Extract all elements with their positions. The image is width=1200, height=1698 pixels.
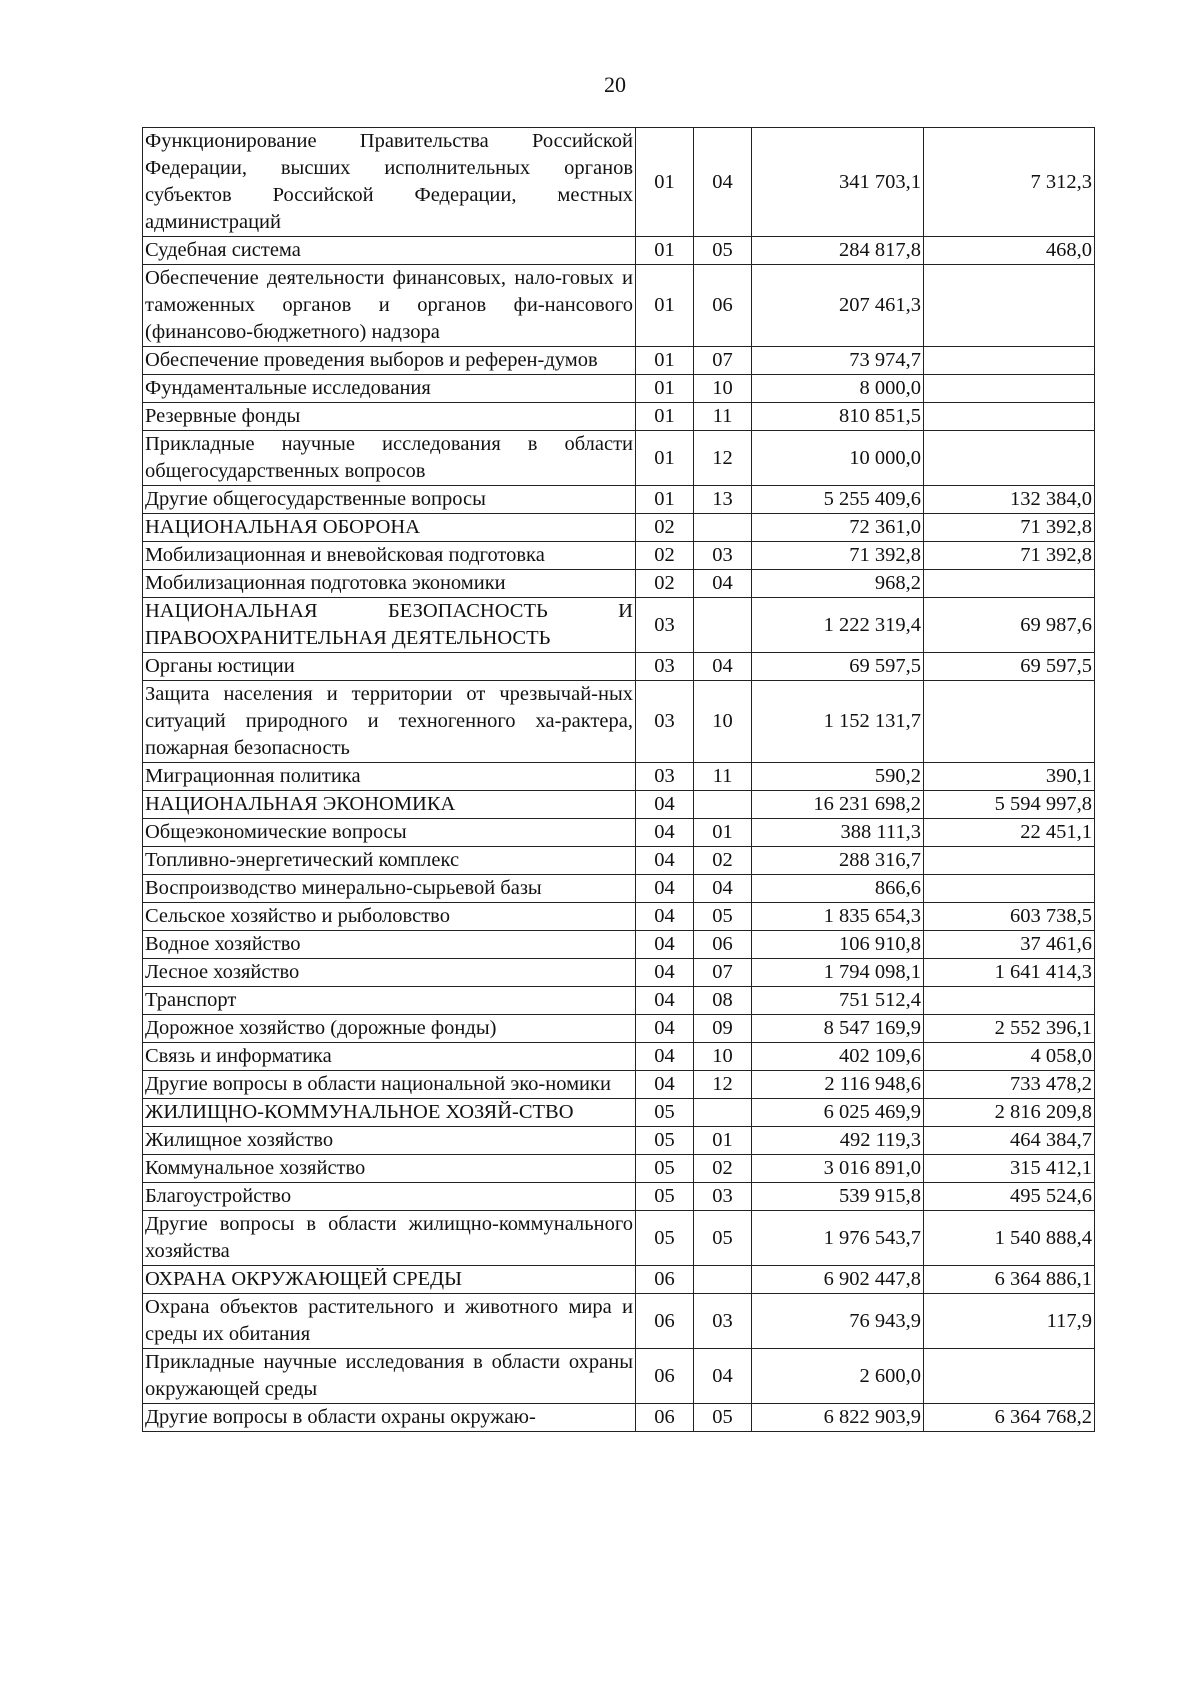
item-name: Судебная система [143,237,636,265]
table-row [143,237,1095,265]
amount-cell: 6 822 903,9 [752,1404,924,1432]
section-code: 02 [636,514,694,542]
section-code: 01 [636,128,694,237]
item-name: Связь и информатика [143,1043,636,1071]
section-code: 05 [636,1127,694,1155]
subsection-code: 04 [694,570,752,598]
item-name: Топливно-энергетический комплекс [143,847,636,875]
amount-cell: 590,2 [752,763,924,791]
amount-cell: 8 547 169,9 [752,1015,924,1043]
item-name: Прикладные научные исследования в области общегосударственных вопросов [143,431,636,486]
subvention-amount-cell: 6 364 886,1 [924,1266,1095,1294]
table-row [143,681,1095,763]
subsection-code: 03 [694,1294,752,1349]
amount-cell: 866,6 [752,875,924,903]
item-name: ЖИЛИЩНО-КОММУНАЛЬНОЕ ХОЗЯЙ-СТВО [143,1099,636,1127]
subvention-amount-cell [924,347,1095,375]
amount-cell: 2 600,0 [752,1349,924,1404]
table-row [143,265,1095,347]
subvention-amount-cell [924,265,1095,347]
subsection-code: 02 [694,847,752,875]
table-row [143,1183,1095,1211]
subvention-amount-cell: 69 987,6 [924,598,1095,653]
subvention-amount-cell [924,431,1095,486]
amount-cell: 207 461,3 [752,265,924,347]
subsection-code: 05 [694,1211,752,1266]
item-name: Общеэкономические вопросы [143,819,636,847]
item-name: Сельское хозяйство и рыболовство [143,903,636,931]
item-name: Мобилизационная и вневойсковая подготовка [143,542,636,570]
item-name: Функционирование Правительства Российской Федерации, высших исполнительных органов субъектов Российской Федерации, местных администраций [143,128,636,237]
amount-cell: 76 943,9 [752,1294,924,1349]
section-code: 06 [636,1404,694,1432]
subvention-amount-cell: 7 312,3 [924,128,1095,237]
section-code: 04 [636,1043,694,1071]
subsection-code: 03 [694,542,752,570]
subvention-amount-cell: 1 641 414,3 [924,959,1095,987]
subvention-amount-cell: 468,0 [924,237,1095,265]
table-row [143,1099,1095,1127]
item-name: Обеспечение проведения выборов и референ-думов [143,347,636,375]
subvention-amount-cell [924,987,1095,1015]
subsection-code: 05 [694,903,752,931]
amount-cell: 71 392,8 [752,542,924,570]
subsection-code: 09 [694,1015,752,1043]
amount-cell: 6 902 447,8 [752,1266,924,1294]
subsection-code: 13 [694,486,752,514]
amount-cell: 341 703,1 [752,128,924,237]
subsection-code: 07 [694,347,752,375]
table-row [143,763,1095,791]
subsection-code: 10 [694,375,752,403]
subsection-code [694,514,752,542]
table-row [143,903,1095,931]
subsection-code: 04 [694,875,752,903]
item-name: Защита населения и территории от чрезвычай-ных ситуаций природного и техногенного ха-рактера, пожарная безопасность [143,681,636,763]
amount-cell: 1 794 098,1 [752,959,924,987]
table-row [143,847,1095,875]
subsection-code: 06 [694,265,752,347]
item-name: Органы юстиции [143,653,636,681]
subvention-amount-cell [924,875,1095,903]
amount-cell: 751 512,4 [752,987,924,1015]
item-name: Дорожное хозяйство (дорожные фонды) [143,1015,636,1043]
subsection-code: 12 [694,431,752,486]
item-name: Другие вопросы в области жилищно-коммунального хозяйства [143,1211,636,1266]
subvention-amount-cell: 4 058,0 [924,1043,1095,1071]
amount-cell: 1 152 131,7 [752,681,924,763]
subvention-amount-cell: 2 552 396,1 [924,1015,1095,1043]
page-number: 20 [604,72,626,97]
subvention-amount-cell: 733 478,2 [924,1071,1095,1099]
subvention-amount-cell [924,1349,1095,1404]
subvention-amount-cell: 603 738,5 [924,903,1095,931]
section-code: 04 [636,959,694,987]
section-code: 01 [636,375,694,403]
subsection-code: 06 [694,931,752,959]
subvention-amount-cell: 69 597,5 [924,653,1095,681]
subsection-code: 02 [694,1155,752,1183]
item-name: Фундаментальные исследования [143,375,636,403]
item-name: Другие общегосударственные вопросы [143,486,636,514]
table-row [143,791,1095,819]
amount-cell: 8 000,0 [752,375,924,403]
amount-cell: 106 910,8 [752,931,924,959]
item-name: Другие вопросы в области охраны окружаю- [143,1404,636,1432]
item-name: Обеспечение деятельности финансовых, нало-говых и таможенных органов и органов фи-нансового (финансово-бюджетного) надзора [143,265,636,347]
section-code: 04 [636,875,694,903]
table-row [143,514,1095,542]
subvention-amount-cell: 495 524,6 [924,1183,1095,1211]
table-row [143,486,1095,514]
table-row [143,542,1095,570]
subsection-code: 11 [694,763,752,791]
item-name: НАЦИОНАЛЬНАЯ ОБОРОНА [143,514,636,542]
table-row [143,1127,1095,1155]
item-name: Прикладные научные исследования в области охраны окружающей среды [143,1349,636,1404]
subsection-code: 10 [694,681,752,763]
section-code: 01 [636,403,694,431]
subsection-code: 11 [694,403,752,431]
table-row [143,653,1095,681]
subvention-amount-cell [924,681,1095,763]
table-row [143,598,1095,653]
amount-cell: 284 817,8 [752,237,924,265]
table-row [143,1155,1095,1183]
subvention-amount-cell: 71 392,8 [924,542,1095,570]
amount-cell: 6 025 469,9 [752,1099,924,1127]
section-code: 04 [636,847,694,875]
subsection-code: 08 [694,987,752,1015]
item-name: Благоустройство [143,1183,636,1211]
table-row [143,128,1095,237]
section-code: 06 [636,1349,694,1404]
table-row [143,570,1095,598]
section-code: 01 [636,237,694,265]
amount-cell: 69 597,5 [752,653,924,681]
section-code: 04 [636,819,694,847]
item-name: Резервные фонды [143,403,636,431]
subvention-amount-cell [924,570,1095,598]
section-code: 05 [636,1183,694,1211]
section-code: 03 [636,681,694,763]
subvention-amount-cell: 464 384,7 [924,1127,1095,1155]
section-code: 02 [636,570,694,598]
amount-cell: 10 000,0 [752,431,924,486]
subvention-amount-cell [924,403,1095,431]
table-row [143,1404,1095,1432]
section-code: 04 [636,903,694,931]
section-code: 03 [636,653,694,681]
section-code: 04 [636,931,694,959]
amount-cell: 2 116 948,6 [752,1071,924,1099]
subvention-amount-cell: 315 412,1 [924,1155,1095,1183]
table-row [143,1071,1095,1099]
amount-cell: 492 119,3 [752,1127,924,1155]
subsection-code: 12 [694,1071,752,1099]
subsection-code: 05 [694,1404,752,1432]
subsection-code [694,1266,752,1294]
table-row [143,987,1095,1015]
item-name: Жилищное хозяйство [143,1127,636,1155]
item-name: НАЦИОНАЛЬНАЯ БЕЗОПАСНОСТЬ И ПРАВООХРАНИТЕЛЬНАЯ ДЕЯТЕЛЬНОСТЬ [143,598,636,653]
section-code: 03 [636,598,694,653]
section-code: 01 [636,486,694,514]
subsection-code: 04 [694,128,752,237]
amount-cell: 5 255 409,6 [752,486,924,514]
subsection-code: 01 [694,819,752,847]
amount-cell: 539 915,8 [752,1183,924,1211]
section-code: 01 [636,431,694,486]
table-row [143,431,1095,486]
subvention-amount-cell: 2 816 209,8 [924,1099,1095,1127]
subvention-amount-cell: 6 364 768,2 [924,1404,1095,1432]
table-row [143,347,1095,375]
subsection-code: 01 [694,1127,752,1155]
amount-cell: 72 361,0 [752,514,924,542]
table-row [143,403,1095,431]
amount-cell: 402 109,6 [752,1043,924,1071]
amount-cell: 288 316,7 [752,847,924,875]
subsection-code [694,1099,752,1127]
item-name: Лесное хозяйство [143,959,636,987]
item-name: ОХРАНА ОКРУЖАЮЩЕЙ СРЕДЫ [143,1266,636,1294]
subvention-amount-cell: 132 384,0 [924,486,1095,514]
subvention-amount-cell: 390,1 [924,763,1095,791]
table-row [143,1294,1095,1349]
subsection-code: 05 [694,237,752,265]
subsection-code: 10 [694,1043,752,1071]
amount-cell: 1 835 654,3 [752,903,924,931]
section-code: 05 [636,1099,694,1127]
section-code: 04 [636,1071,694,1099]
item-name: Мобилизационная подготовка экономики [143,570,636,598]
subsection-code: 07 [694,959,752,987]
section-code: 06 [636,1294,694,1349]
table-row [143,1266,1095,1294]
section-code: 05 [636,1211,694,1266]
amount-cell: 968,2 [752,570,924,598]
subvention-amount-cell: 22 451,1 [924,819,1095,847]
item-name: Коммунальное хозяйство [143,1155,636,1183]
amount-cell: 73 974,7 [752,347,924,375]
table-row [143,375,1095,403]
section-code: 03 [636,763,694,791]
subvention-amount-cell: 1 540 888,4 [924,1211,1095,1266]
section-code: 04 [636,1015,694,1043]
table-row [143,1015,1095,1043]
subsection-code [694,791,752,819]
item-name: Охрана объектов растительного и животного мира и среды их обитания [143,1294,636,1349]
subvention-amount-cell: 5 594 997,8 [924,791,1095,819]
table-row [143,1349,1095,1404]
table-row [143,1043,1095,1071]
table-row [143,875,1095,903]
item-name: Миграционная политика [143,763,636,791]
subvention-amount-cell: 71 392,8 [924,514,1095,542]
subvention-amount-cell [924,375,1095,403]
item-name: Водное хозяйство [143,931,636,959]
budget-table [142,127,1095,1432]
item-name: НАЦИОНАЛЬНАЯ ЭКОНОМИКА [143,791,636,819]
section-code: 04 [636,987,694,1015]
subvention-amount-cell [924,847,1095,875]
table-row [143,931,1095,959]
item-name: Другие вопросы в области национальной эко-номики [143,1071,636,1099]
amount-cell: 1 976 543,7 [752,1211,924,1266]
amount-cell: 1 222 319,4 [752,598,924,653]
subsection-code: 04 [694,653,752,681]
subsection-code [694,598,752,653]
table-row [143,819,1095,847]
budget-table-body [143,128,1095,1432]
section-code: 01 [636,265,694,347]
section-code: 02 [636,542,694,570]
section-code: 04 [636,791,694,819]
subvention-amount-cell: 117,9 [924,1294,1095,1349]
section-code: 01 [636,347,694,375]
table-row [143,1211,1095,1266]
section-code: 05 [636,1155,694,1183]
subsection-code: 04 [694,1349,752,1404]
item-name: Транспорт [143,987,636,1015]
item-name: Воспроизводство минерально-сырьевой базы [143,875,636,903]
table-row [143,959,1095,987]
subvention-amount-cell: 37 461,6 [924,931,1095,959]
amount-cell: 3 016 891,0 [752,1155,924,1183]
amount-cell: 810 851,5 [752,403,924,431]
amount-cell: 16 231 698,2 [752,791,924,819]
amount-cell: 388 111,3 [752,819,924,847]
subsection-code: 03 [694,1183,752,1211]
section-code: 06 [636,1266,694,1294]
